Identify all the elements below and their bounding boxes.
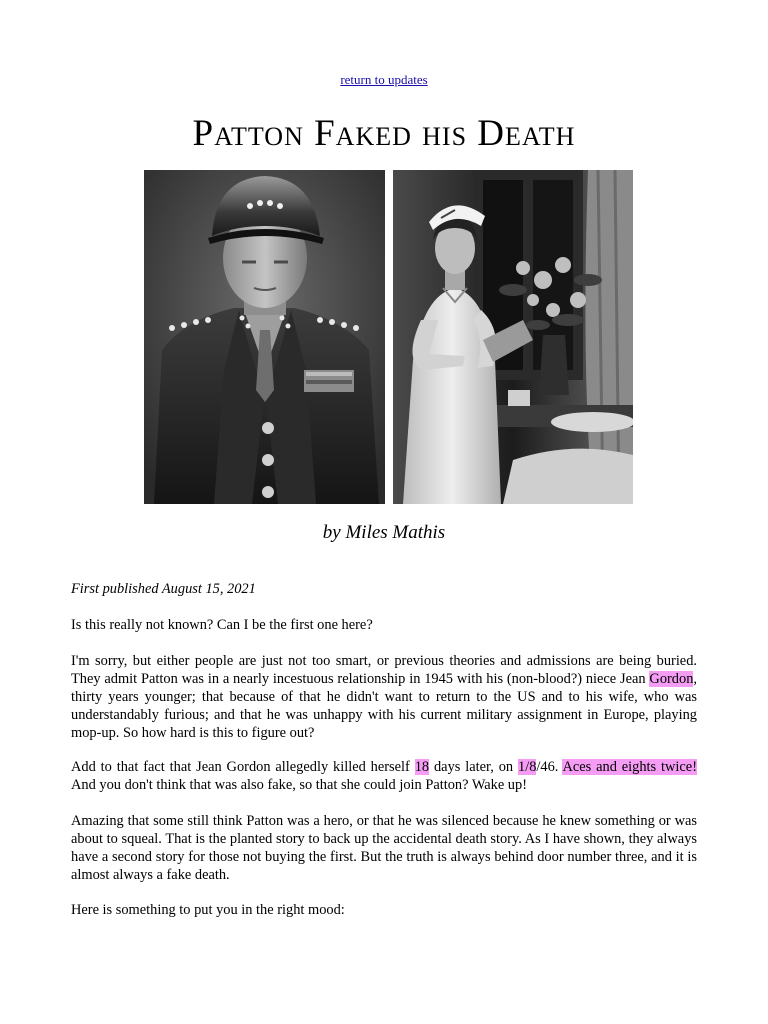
highlight-1-8: 1/8 [518,759,537,775]
highlight-18: 18 [414,759,430,775]
paragraph-3-text-d: And you don't think that was also fake, so that she could join Patton? Wake up! [71,777,527,793]
return-to-updates-link[interactable]: return to updates [340,72,428,87]
paragraph-1: Is this really not known? Can I be the first one here? [71,617,373,633]
paragraph-4: Amazing that some still think Patton was a hero, or that he was silenced because he knew something or was about to squeal. That is the planted story to back up the accidental death story. As I have shown, they always have a second story for those not buying the first. But the truth is always behind door number three, and it is almost always a fake death. [71,813,697,883]
page-title: Patton Faked his Death [192,113,576,154]
paragraph-3-text-a: Add to that fact that Jean Gordon allegedly killed herself [71,759,415,775]
highlight-gordon: Gordon [649,671,694,687]
paragraph-2-text-a: I'm sorry, but either people are just not too smart, or previous theories and admissions are being buried. They admit Patton was in a nearly incestuous relationship in 1945 with his (non-blood?) niece Jean [71,653,697,687]
jean-gordon-photo [393,170,633,504]
patton-photo [144,170,385,504]
publication-date: First published August 15, 2021 [71,581,256,597]
byline: by Miles Mathis [322,522,446,543]
paragraph-3 [71,758,697,794]
paragraph-3-text-c: /46. [536,759,563,775]
paragraph-2-text-b: , thirty years younger; that because of that he didn't want to return to the US and to his wife, who was understandably furious; and that he was unhappy with his current military assignment in Europe, playing mop-up. So how hard is this to figure out? [71,671,697,741]
paragraph-3-text-b: days later, on [429,759,518,775]
paragraph-5: Here is something to put you in the right mood: [71,902,345,918]
paragraph-2 [71,652,697,742]
highlight-aces-and-eights: Aces and eights twice! [562,759,697,775]
